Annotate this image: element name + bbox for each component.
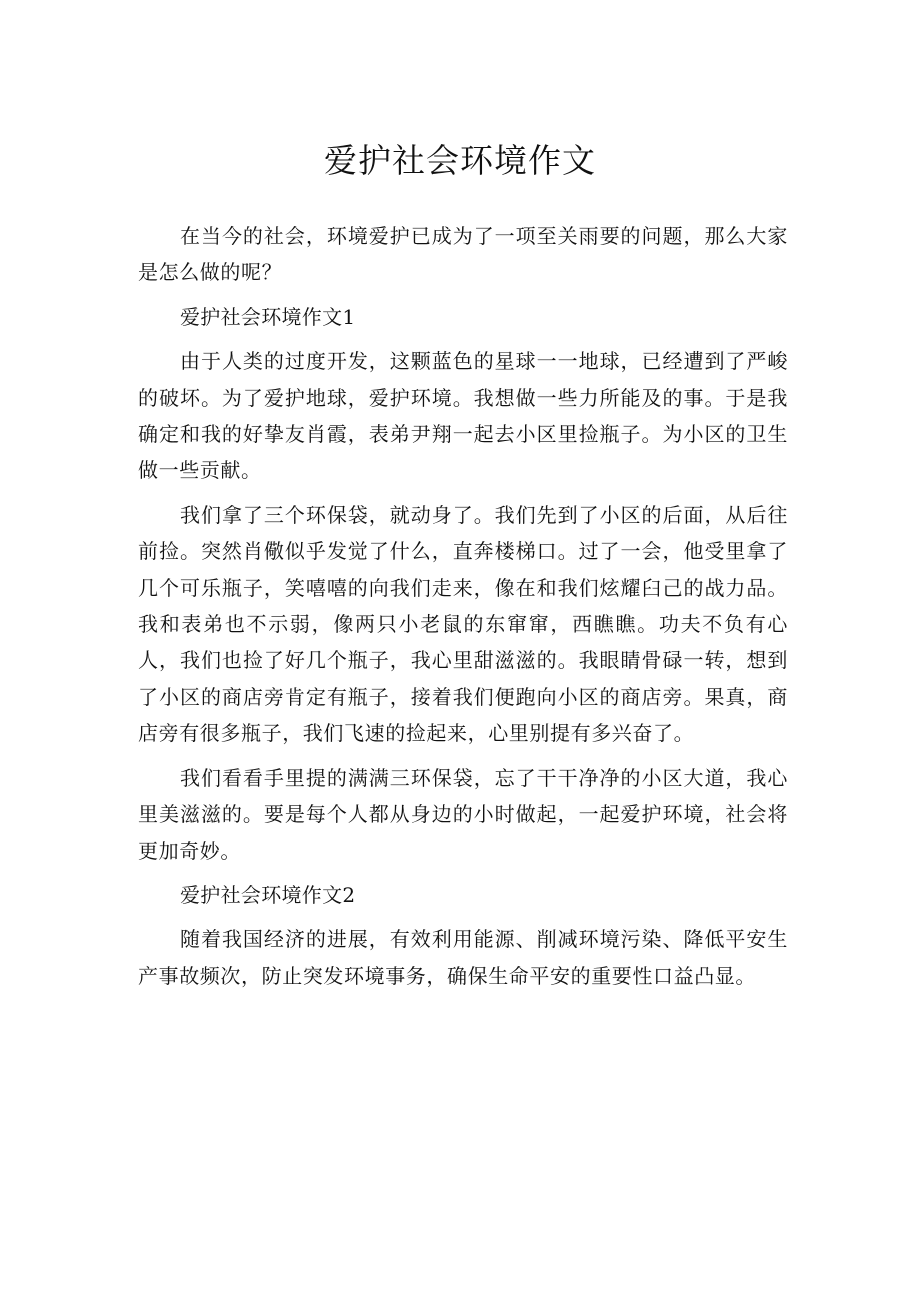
essay-1-paragraph-1: 由于人类的过度开发，这颗蓝色的星球一一地球，已经遭到了严峻的破坏。为了爱护地球，爱护环境。我想做一些力所能及的事。于是我确定和我的好挚友肖霞，表弟尹翔一起去小区里捡瓶子。为小区的卫生做一些贡献。 (138, 349, 788, 483)
essay-2-paragraph-1: 随着我国经济的进展，有效利用能源、削减环境污染、降低平安生产事故频次，防止突发环境事务，确保生命平安的重要性口益凸显。 (138, 927, 788, 988)
document-body (138, 218, 788, 994)
essay-1-paragraph-2: 我们拿了三个环保袋，就动身了。我们先到了小区的后面，从后往前捡。突然肖儆似乎发觉了什么，直奔楼梯口。过了一会，他受里拿了几个可乐瓶子，笑嘻嘻的向我们走来，像在和我们炫耀臼己的战力品。我和表弟也不示弱，像两只小老鼠的东窜窜，西瞧瞧。功夫不负有心人，我们也捡了好几个瓶子，我心里甜滋滋的。我眼睛骨碌一转，想到了小区的商店旁肯定有瓶子，接着我们便跑向小区的商店旁。果真，商店旁有很多瓶子，我们飞速的捡起来，心里别提有多兴奋了。 (138, 502, 788, 746)
essay-2-heading: 爱护社会环境作文2 (180, 882, 356, 907)
intro-paragraph: 在当今的社会，环境爱护已成为了一项至关雨要的问题，那么大家是怎么做的呢？ (138, 224, 788, 285)
essay-1-heading: 爱护社会环境作文1 (180, 304, 356, 329)
essay-1-paragraph-3: 我们看看手里提的满满三环保袋，忘了干干净净的小区大道，我心里美滋滋的。要是每个人都从身边的小时做起，一起爱护环境，社会将更加奇妙。 (138, 765, 788, 863)
page-title: 爱护社会环境作文 (324, 141, 596, 180)
